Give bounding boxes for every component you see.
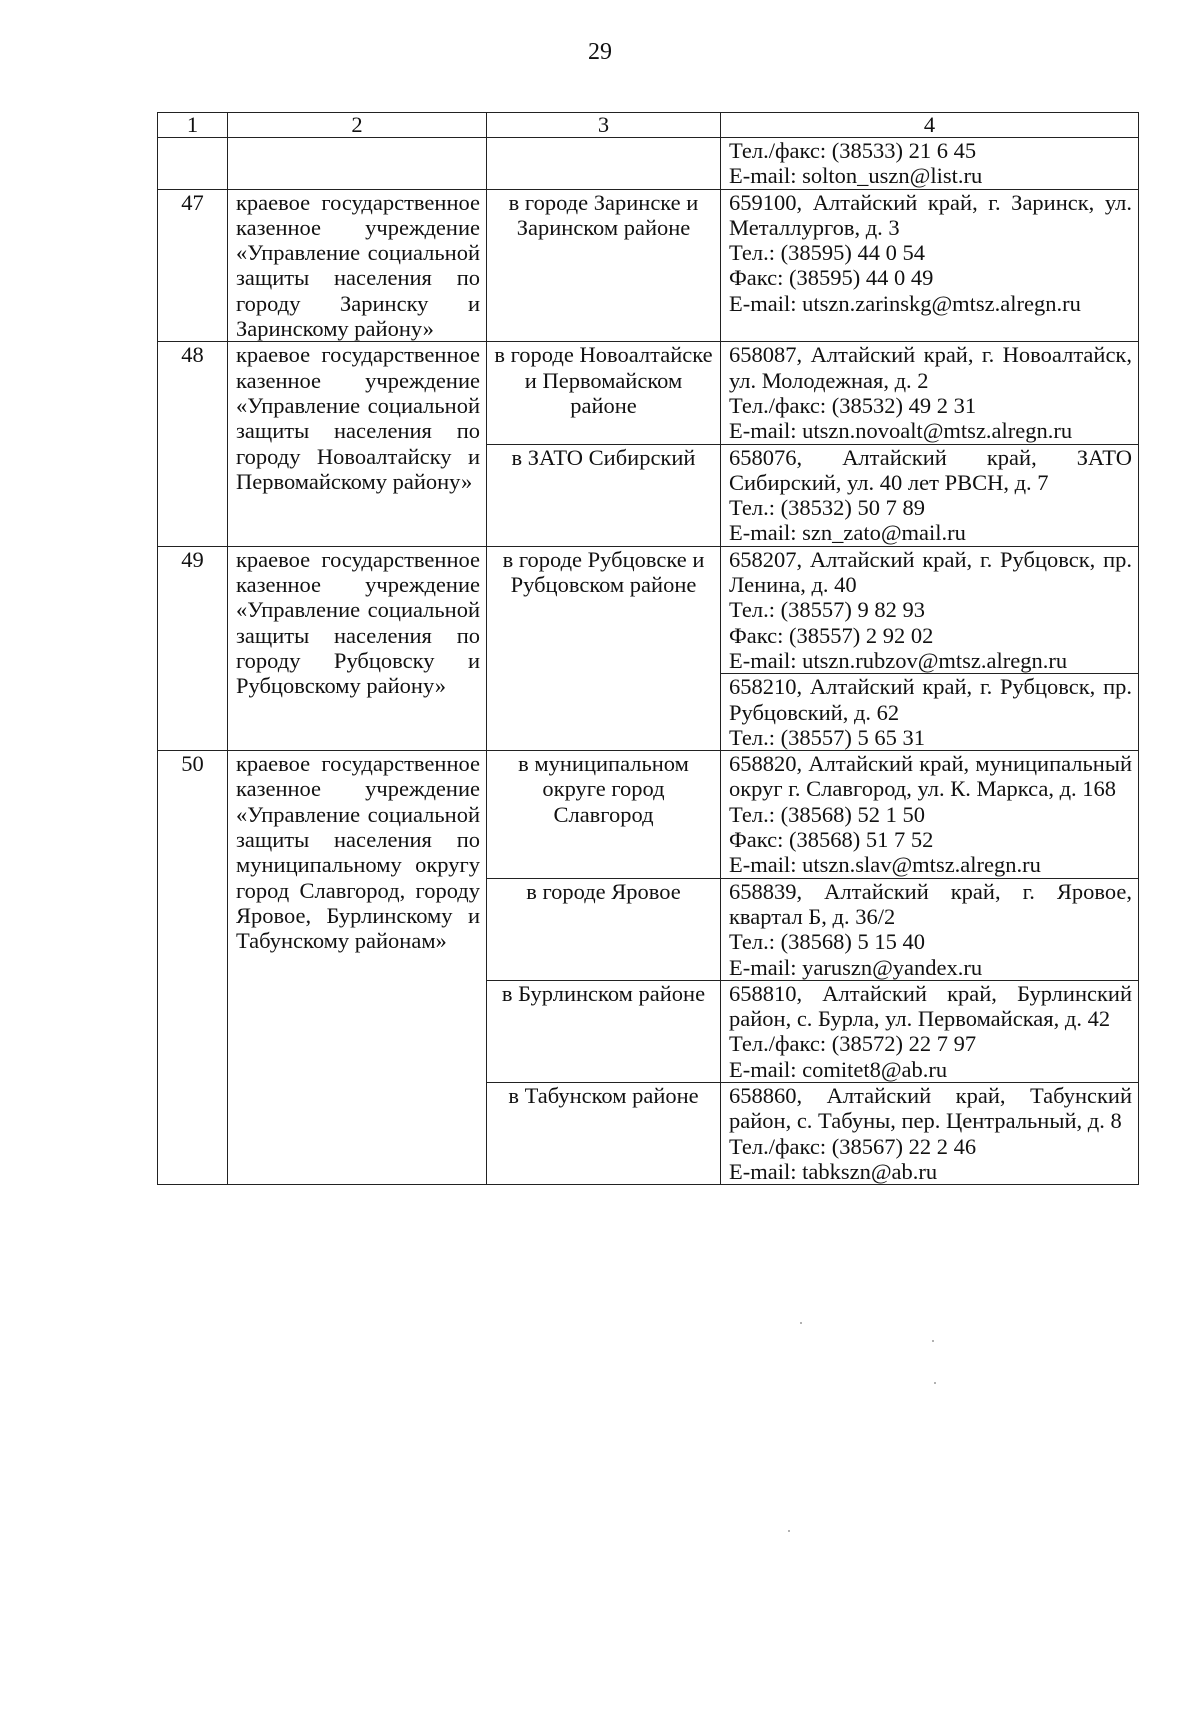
phone-line: Тел.: (38557) 5 65 31: [729, 724, 925, 750]
phone-line: Тел./факс: (38532) 49 2 31: [729, 392, 977, 418]
row-number-cell: [158, 138, 228, 190]
phone-line: Тел.: (38557) 9 82 93: [729, 597, 925, 623]
address-cell: [721, 546, 1139, 673]
address-cell: [721, 751, 1139, 878]
table-row: [158, 751, 1139, 878]
institution-name-cell: [228, 138, 487, 190]
scan-speck: [934, 1382, 936, 1384]
scan-speck: [788, 1530, 790, 1532]
column-header: 4: [721, 113, 1139, 138]
row-number-cell: 47: [158, 189, 228, 342]
email-line: E-mail: utszn.rubzov@mtsz.alregn.ru: [729, 647, 1068, 673]
phone-line: Тел./факс: (38572) 22 7 97: [729, 1031, 977, 1057]
territory-cell: в городе Новоалтайске и Первомайском районе: [487, 342, 721, 444]
scan-speck: [800, 1322, 802, 1324]
address-cell: [721, 444, 1139, 546]
address-line: 658810, Алтайский край, Бурлинский район, с. Бурла, ул. Первомайская, д. 42: [729, 980, 1132, 1032]
address-cell: [721, 138, 1139, 190]
territory-cell: в Бурлинском районе: [487, 980, 721, 1082]
territory-cell: в муниципальном округе город Славгород: [487, 751, 721, 878]
address-cell: [721, 674, 1139, 751]
institution-name-cell: краевое государственное казенное учреждение «Управление социальной защиты населения по городу Рубцовску и Рубцовскому району»: [228, 546, 487, 750]
email-line: E-mail: utszn.novoalt@mtsz.alregn.ru: [729, 418, 1073, 444]
fax-line: Факс: (38568) 51 7 52: [729, 827, 934, 853]
address-line: 659100, Алтайский край, г. Заринск, ул. Металлургов, д. 3: [729, 189, 1132, 240]
page-number: 29: [588, 39, 612, 65]
address-cell: [721, 342, 1139, 444]
phone-line: Тел.: (38532) 50 7 89: [729, 495, 925, 521]
email-line: E-mail: utszn.slav@mtsz.alregn.ru: [729, 852, 1041, 878]
column-header: 3: [487, 113, 721, 138]
institution-name-cell: краевое государственное казенное учреждение «Управление социальной защиты населения по городу Новоалтайску и Первомайскому району»: [228, 342, 487, 546]
territory-cell: в городе Яровое: [487, 878, 721, 980]
address-line: 658839, Алтайский край, г. Яровое, квартал Б, д. 36/2: [729, 878, 1132, 929]
table-row: [158, 342, 1139, 444]
email-line: E-mail: utszn.zarinskg@mtsz.alregn.ru: [729, 290, 1081, 316]
table-header-row: [158, 113, 1139, 138]
territory-cell: в городе Заринске и Заринском районе: [487, 189, 721, 342]
column-header: 1: [158, 113, 228, 138]
address-cell: [721, 1082, 1139, 1184]
address-cell: [721, 189, 1139, 342]
table-row-continuation: [158, 138, 1139, 190]
address-line: 658076, Алтайский край, ЗАТО Сибирский, ул. 40 лет РВСН, д. 7: [729, 444, 1132, 495]
row-number-cell: 49: [158, 546, 228, 750]
phone-line: Тел.: (38595) 44 0 54: [729, 240, 925, 266]
address-line: 658860, Алтайский край, Табунский район, с. Табуны, пер. Центральный, д. 8: [729, 1082, 1132, 1134]
phone-line: Тел.: (38568) 52 1 50: [729, 801, 925, 827]
territory-cell: в ЗАТО Сибирский: [487, 444, 721, 546]
email-line: E-mail: yaruszn@yandex.ru: [729, 954, 983, 980]
phone-line: Тел./факс: (38567) 22 2 46: [729, 1133, 977, 1159]
column-header: 2: [228, 113, 487, 138]
territory-cell: [487, 138, 721, 190]
row-number-cell: 50: [158, 751, 228, 1185]
address-line: 658087, Алтайский край, г. Новоалтайск, ул. Молодежная, д. 2: [729, 342, 1132, 393]
address-line: 658207, Алтайский край, г. Рубцовск, пр. Ленина, д. 40: [729, 546, 1132, 598]
phone-line: Тел.: (38568) 5 15 40: [729, 929, 925, 955]
row-number-cell: 48: [158, 342, 228, 546]
institutions-table: [157, 112, 1139, 1185]
email-line: E-mail: tabkszn@ab.ru: [729, 1158, 938, 1184]
table-row: [158, 189, 1139, 342]
table-row: [158, 546, 1139, 673]
scan-speck: [932, 1340, 934, 1342]
address-cell: [721, 980, 1139, 1082]
email-line: E-mail: comitet8@ab.ru: [729, 1056, 948, 1082]
territory-cell: в городе Рубцовске и Рубцовском районе: [487, 546, 721, 750]
address-line: Тел./факс: (38533) 21 6 45: [729, 138, 977, 163]
territory-cell: в Табунском районе: [487, 1082, 721, 1184]
email-line: E-mail: szn_zato@mail.ru: [729, 520, 966, 546]
institution-name-cell: краевое государственное казенное учреждение «Управление социальной защиты населения по муниципальному округу город Славгород, городу Яровое, Бурлинскому и Табунскому районам»: [228, 751, 487, 1185]
address-line: E-mail: solton_uszn@list.ru: [729, 163, 983, 189]
address-line: 658210, Алтайский край, г. Рубцовск, пр. Рубцовский, д. 62: [729, 674, 1132, 725]
address-line: 658820, Алтайский край, муниципальный округ г. Славгород, ул. К. Маркса, д. 168: [729, 751, 1132, 802]
address-cell: [721, 878, 1139, 980]
fax-line: Факс: (38595) 44 0 49: [729, 265, 934, 291]
institution-name-cell: краевое государственное казенное учреждение «Управление социальной защиты населения по городу Заринску и Заринскому району»: [228, 189, 487, 342]
fax-line: Факс: (38557) 2 92 02: [729, 622, 934, 648]
